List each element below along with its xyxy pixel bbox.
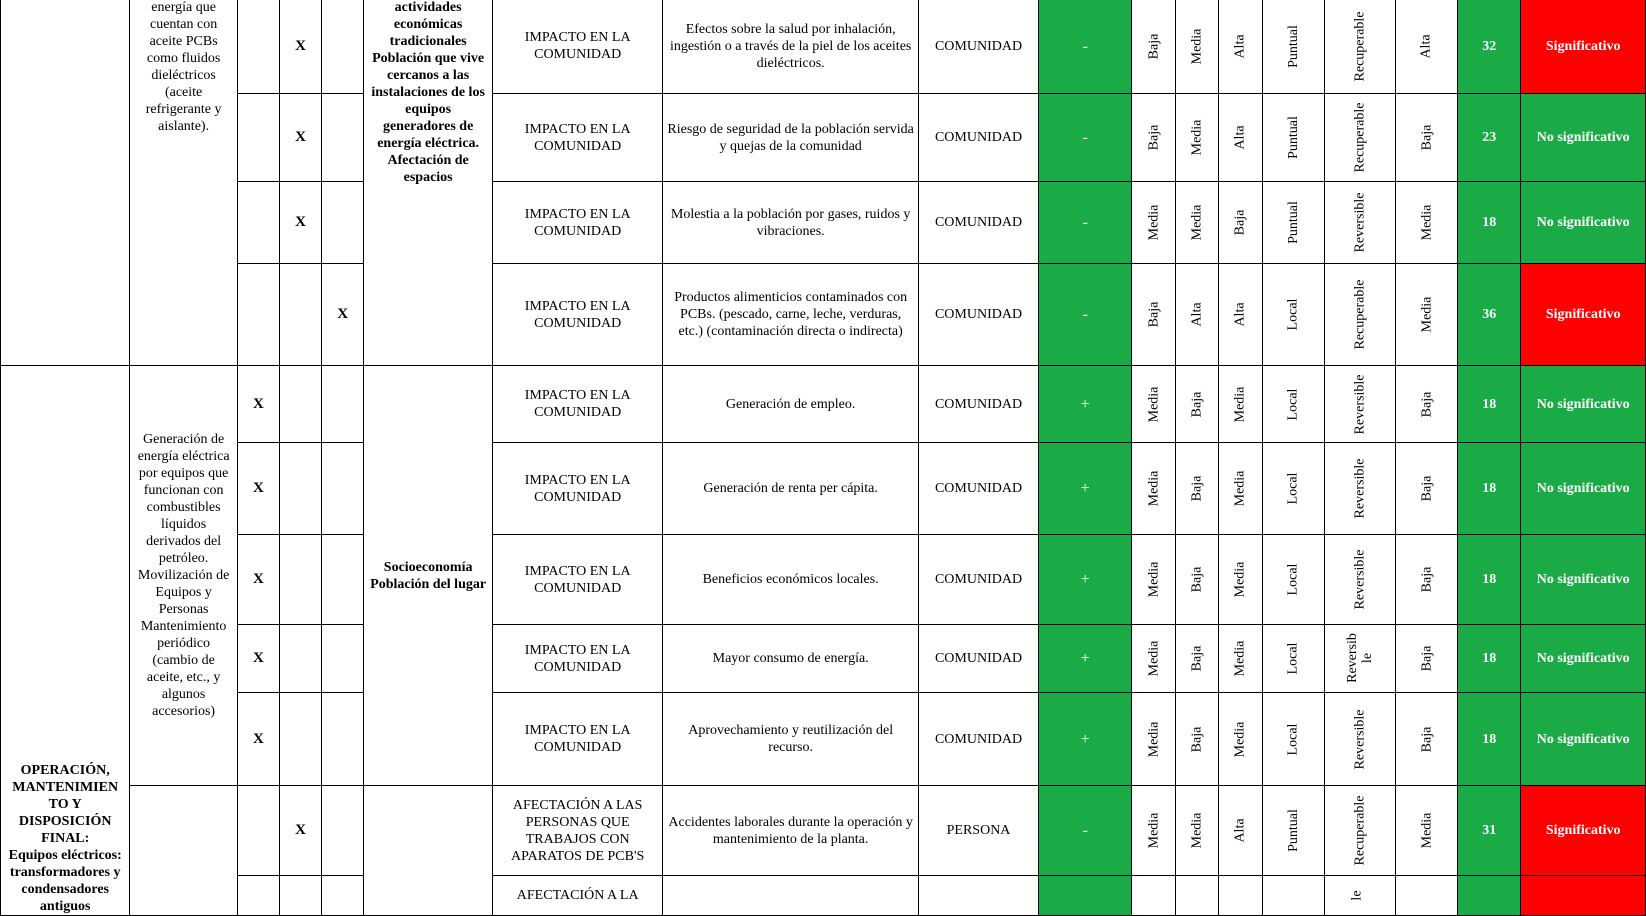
mark-cell-3	[322, 876, 364, 916]
mark-cell-1: X	[237, 366, 279, 443]
factor-cell: Socioeconomía Población del lugar	[364, 366, 493, 786]
effect-cell: Generación de empleo.	[663, 366, 919, 443]
mark-cell-3	[322, 786, 364, 876]
impact-type-cell: IMPACTO EN LA COMUNIDAD	[493, 366, 663, 443]
impact-type-cell: AFECTACIÓN A LAS PERSONAS QUE TRABAJOS CON APARATOS DE PCB'S	[493, 786, 663, 876]
criterion-value: Baja	[1146, 33, 1162, 59]
receptor-cell: COMUNIDAD	[919, 264, 1039, 366]
etapa-title: OPERACIÓN, MANTENIMIEN TO Y DISPOSICIÓN FINAL:	[12, 763, 119, 846]
factor-cell-top: actividades económicas tradicionales Población que vive cercanos a las instalaciones de los equipos generadores de energía eléctrica. Afectación de espacios	[364, 0, 493, 366]
criterion-cell-2	[1176, 264, 1219, 366]
sign-cell: +	[1039, 366, 1132, 443]
score-cell	[1457, 876, 1520, 916]
score-cell: 18	[1457, 535, 1520, 625]
criterion-value: Baja	[1189, 391, 1205, 417]
score-cell: 23	[1457, 94, 1520, 182]
score-cell: 18	[1457, 182, 1520, 264]
criterion-value: Puntual	[1285, 201, 1301, 244]
criterion-cell-5	[1324, 94, 1395, 182]
criterion-cell-6	[1395, 876, 1457, 916]
table-row	[1, 264, 1646, 366]
score-cell: 36	[1457, 264, 1520, 366]
criterion-value: Local	[1285, 563, 1301, 596]
criterion-cell-4	[1262, 264, 1324, 366]
significance-cell: No significativo	[1521, 693, 1646, 786]
criterion-value: Alta	[1232, 125, 1248, 150]
mark-cell-2	[279, 264, 321, 366]
mark-cell-2	[279, 693, 321, 786]
receptor-cell	[919, 876, 1039, 916]
criterion-cell-1	[1132, 182, 1176, 264]
table-row	[1, 94, 1646, 182]
sign-cell: -	[1039, 264, 1132, 366]
mark-cell-2	[279, 443, 321, 535]
mark-cell-1: X	[237, 625, 279, 693]
receptor-cell: COMUNIDAD	[919, 625, 1039, 693]
mark-cell-3	[322, 366, 364, 443]
impact-type-cell: IMPACTO EN LA COMUNIDAD	[493, 625, 663, 693]
criterion-value: Puntual	[1285, 116, 1301, 159]
mark-cell-2: X	[279, 94, 321, 182]
criterion-cell-5	[1324, 876, 1395, 916]
criterion-cell-3	[1218, 182, 1262, 264]
criterion-value: Baja	[1189, 475, 1205, 502]
table-row	[1, 535, 1646, 625]
criterion-cell-4	[1262, 693, 1324, 786]
criterion-cell-6	[1395, 693, 1457, 786]
table-row	[1, 786, 1646, 876]
criterion-cell-4	[1262, 625, 1324, 693]
effect-cell	[663, 876, 919, 916]
criterion-cell-3	[1218, 0, 1262, 94]
criterion-value: Media	[1146, 204, 1162, 241]
criterion-cell-2	[1176, 693, 1219, 786]
criterion-cell-2	[1176, 876, 1219, 916]
mark-cell-2	[279, 876, 321, 916]
significance-cell: No significativo	[1521, 366, 1646, 443]
criterion-cell-4	[1262, 94, 1324, 182]
criterion-cell-1	[1132, 625, 1176, 693]
criterion-value: Local	[1285, 642, 1301, 675]
criterion-cell-1	[1132, 693, 1176, 786]
impact-type-cell: IMPACTO EN LA COMUNIDAD	[493, 535, 663, 625]
criterion-value: Alta	[1189, 302, 1205, 327]
criterion-cell-2	[1176, 94, 1219, 182]
criterion-value: Baja	[1418, 475, 1434, 502]
table-row	[1, 443, 1646, 535]
criterion-value: Media	[1189, 812, 1205, 849]
criterion-value: Media	[1232, 386, 1248, 422]
receptor-cell: COMUNIDAD	[919, 94, 1039, 182]
criterion-cell-1	[1132, 94, 1176, 182]
mark-cell-1	[237, 264, 279, 366]
criterion-cell-5	[1324, 443, 1395, 535]
criterion-value: Media	[1146, 721, 1162, 757]
impact-type-cell: IMPACTO EN LA COMUNIDAD	[493, 94, 663, 182]
receptor-cell: PERSONA	[919, 786, 1039, 876]
criterion-value: Recuperable	[1352, 11, 1368, 81]
criterion-cell-6	[1395, 264, 1457, 366]
criterion-value: Media	[1146, 561, 1162, 598]
sign-cell: +	[1039, 625, 1132, 693]
impact-type-cell: IMPACTO EN LA COMUNIDAD	[493, 264, 663, 366]
criterion-value: Recuperable	[1352, 102, 1368, 173]
criterion-value: Reversible	[1352, 458, 1368, 519]
significance-cell: No significativo	[1521, 94, 1646, 182]
etapa-subtitle: Equipos eléctricos: transformadores y condensadores antiguos	[8, 848, 122, 914]
factor-cell-next	[364, 786, 493, 916]
mark-cell-1	[237, 786, 279, 876]
score-cell: 32	[1457, 0, 1520, 94]
criterion-cell-5	[1324, 535, 1395, 625]
effect-cell: Aprovechamiento y reutilización del recurso.	[663, 693, 919, 786]
mark-cell-3	[322, 693, 364, 786]
criterion-value: Media	[1232, 470, 1248, 507]
criterion-value: Media	[1146, 812, 1162, 849]
significance-cell: No significativo	[1521, 625, 1646, 693]
effect-cell: Beneficios económicos locales.	[663, 535, 919, 625]
criterion-cell-5	[1324, 182, 1395, 264]
etapa-cell-top	[1, 0, 130, 366]
sign-cell	[1039, 876, 1132, 916]
criterion-value: Reversible	[1352, 549, 1368, 610]
significance-cell: No significativo	[1521, 182, 1646, 264]
mark-cell-1	[237, 94, 279, 182]
criterion-cell-4	[1262, 0, 1324, 94]
table-row	[1, 876, 1646, 916]
criterion-cell-6	[1395, 0, 1457, 94]
criterion-cell-5	[1324, 786, 1395, 876]
mark-cell-3	[322, 443, 364, 535]
criterion-value: Baja	[1418, 645, 1434, 672]
criterion-value: Baja	[1418, 566, 1434, 593]
sign-cell: +	[1039, 535, 1132, 625]
criterion-cell-1	[1132, 876, 1176, 916]
criterion-value: Reversible	[1352, 374, 1368, 434]
significance-cell: Significativo	[1521, 786, 1646, 876]
sign-cell: -	[1039, 182, 1132, 264]
criterion-value: Local	[1285, 723, 1301, 755]
criterion-value: Media	[1418, 812, 1434, 849]
criterion-cell-5	[1324, 264, 1395, 366]
score-cell: 18	[1457, 693, 1520, 786]
mark-cell-2: X	[279, 786, 321, 876]
score-cell: 18	[1457, 366, 1520, 443]
criterion-value: le	[1349, 890, 1365, 901]
criterion-value: Media	[1146, 470, 1162, 507]
receptor-cell: COMUNIDAD	[919, 0, 1039, 94]
criterion-cell-3	[1218, 625, 1262, 693]
criterion-cell-3	[1218, 876, 1262, 916]
effect-cell: Generación de renta per cápita.	[663, 443, 919, 535]
criterion-value: Alta	[1232, 818, 1248, 843]
criterion-cell-1	[1132, 264, 1176, 366]
criterion-cell-4	[1262, 182, 1324, 264]
criterion-value: Media	[1418, 204, 1434, 241]
criterion-cell-1	[1132, 786, 1176, 876]
significance-cell: No significativo	[1521, 443, 1646, 535]
receptor-cell: COMUNIDAD	[919, 693, 1039, 786]
receptor-cell: COMUNIDAD	[919, 535, 1039, 625]
criterion-cell-2	[1176, 182, 1219, 264]
criterion-value: Local	[1285, 298, 1301, 331]
criterion-cell-4	[1262, 786, 1324, 876]
criterion-value: Baja	[1146, 124, 1162, 151]
mark-cell-3	[322, 535, 364, 625]
criterion-value: Media	[1232, 721, 1248, 757]
mark-cell-2	[279, 625, 321, 693]
criterion-cell-6	[1395, 535, 1457, 625]
criterion-value: Alta	[1418, 33, 1434, 59]
criterion-value: Media	[1189, 28, 1205, 64]
criterion-value: Recuperable	[1352, 795, 1368, 866]
mark-cell-3	[322, 625, 364, 693]
receptor-cell: COMUNIDAD	[919, 443, 1039, 535]
criterion-value: Recuperable	[1352, 279, 1368, 350]
criterion-cell-1	[1132, 0, 1176, 94]
mark-cell-2: X	[279, 0, 321, 94]
impact-type-cell: IMPACTO EN LA COMUNIDAD	[493, 693, 663, 786]
score-cell: 31	[1457, 786, 1520, 876]
criterion-value: Media	[1189, 119, 1205, 156]
effect-cell: Productos alimenticios contaminados con PCBs. (pescado, carne, leche, verduras, etc.) (contaminación directa o indirecta)	[663, 264, 919, 366]
criterion-cell-2	[1176, 0, 1219, 94]
criterion-value: Reversible	[1352, 709, 1368, 769]
criterion-value: Media	[1189, 204, 1205, 241]
significance-cell: Significativo	[1521, 0, 1646, 94]
score-cell: 18	[1457, 625, 1520, 693]
criterion-cell-3	[1218, 786, 1262, 876]
criterion-cell-1	[1132, 366, 1176, 443]
criterion-value: Local	[1285, 388, 1301, 420]
actividad-cell-next	[130, 786, 237, 916]
criterion-cell-6	[1395, 182, 1457, 264]
mark-cell-3: X	[322, 264, 364, 366]
criterion-value: Baja	[1189, 566, 1205, 593]
criterion-value: Baja	[1418, 124, 1434, 151]
effect-cell: Accidentes laborales durante la operación y mantenimiento de la planta.	[663, 786, 919, 876]
criterion-cell-2	[1176, 786, 1219, 876]
impact-type-cell: IMPACTO EN LA COMUNIDAD	[493, 0, 663, 94]
significance-cell: No significativo	[1521, 535, 1646, 625]
criterion-cell-2	[1176, 535, 1219, 625]
sign-cell: +	[1039, 443, 1132, 535]
receptor-cell: COMUNIDAD	[919, 366, 1039, 443]
receptor-cell: COMUNIDAD	[919, 182, 1039, 264]
criterion-cell-2	[1176, 625, 1219, 693]
actividad-cell-top: energía que cuentan con aceite PCBs como fluidos dieléctricos (aceite refrigerante y aislante).	[130, 0, 237, 366]
criterion-value: Puntual	[1285, 24, 1301, 68]
mark-cell-1	[237, 182, 279, 264]
criterion-value: Reversib le	[1344, 633, 1375, 683]
effect-cell: Molestia a la población por gases, ruidos y vibraciones.	[663, 182, 919, 264]
impact-type-cell: IMPACTO EN LA COMUNIDAD	[493, 443, 663, 535]
sign-cell: -	[1039, 0, 1132, 94]
criterion-cell-2	[1176, 366, 1219, 443]
criterion-value: Media	[1232, 640, 1248, 677]
criterion-value: Reversible	[1352, 192, 1368, 253]
actividad-cell: Generación de energía eléctrica por equipos que funcionan con combustibles líquidos derivados del petróleo. Movilización de Equipos y Personas Mantenimiento periódico (cambio de aceite, etc., y algunos accesorios)	[130, 366, 237, 786]
criterion-value: Baja	[1418, 726, 1434, 752]
criterion-cell-3	[1218, 443, 1262, 535]
mark-cell-3	[322, 182, 364, 264]
criterion-value: Alta	[1232, 33, 1248, 59]
mark-cell-2	[279, 366, 321, 443]
criterion-value: Alta	[1232, 302, 1248, 327]
sign-cell: -	[1039, 786, 1132, 876]
table-row	[1, 693, 1646, 786]
criterion-value: Baja	[1189, 645, 1205, 672]
table-row	[1, 182, 1646, 264]
criterion-value: Baja	[1189, 726, 1205, 752]
criterion-cell-3	[1218, 535, 1262, 625]
effect-cell: Mayor consumo de energía.	[663, 625, 919, 693]
mark-cell-3	[322, 94, 364, 182]
criterion-cell-6	[1395, 94, 1457, 182]
sign-cell: +	[1039, 693, 1132, 786]
significance-cell: Significativo	[1521, 264, 1646, 366]
criterion-cell-3	[1218, 693, 1262, 786]
criterion-cell-5	[1324, 625, 1395, 693]
mark-cell-2	[279, 535, 321, 625]
criterion-cell-5	[1324, 0, 1395, 94]
mark-cell-2: X	[279, 182, 321, 264]
criterion-cell-1	[1132, 535, 1176, 625]
effect-cell: Efectos sobre la salud por inhalación, ingestión o a través de la piel de los aceites dieléctricos.	[663, 0, 919, 94]
criterion-cell-3	[1218, 366, 1262, 443]
criterion-cell-4	[1262, 366, 1324, 443]
criterion-cell-6	[1395, 786, 1457, 876]
impact-type-cell: IMPACTO EN LA COMUNIDAD	[493, 182, 663, 264]
impact-type-cell: AFECTACIÓN A LA	[493, 876, 663, 916]
criterion-cell-4	[1262, 535, 1324, 625]
table-row	[1, 366, 1646, 443]
mark-cell-1: X	[237, 693, 279, 786]
criterion-value: Puntual	[1285, 809, 1301, 852]
criterion-cell-6	[1395, 625, 1457, 693]
mark-cell-1: X	[237, 443, 279, 535]
mark-cell-3	[322, 0, 364, 94]
criterion-value: Baja	[1232, 209, 1248, 236]
criterion-value: Media	[1146, 640, 1162, 677]
mark-cell-1	[237, 876, 279, 916]
criterion-cell-5	[1324, 693, 1395, 786]
table-row	[1, 0, 1646, 94]
criterion-cell-2	[1176, 443, 1219, 535]
criterion-cell-3	[1218, 264, 1262, 366]
significance-cell	[1521, 876, 1646, 916]
table-row	[1, 625, 1646, 693]
criterion-value: Media	[1232, 561, 1248, 598]
criterion-value: Media	[1418, 296, 1434, 333]
effect-cell: Riesgo de seguridad de la población servida y quejas de la comunidad	[663, 94, 919, 182]
etapa-cell	[1, 366, 130, 916]
criterion-cell-5	[1324, 366, 1395, 443]
criterion-value: Media	[1146, 386, 1162, 422]
criterion-cell-4	[1262, 876, 1324, 916]
criterion-cell-1	[1132, 443, 1176, 535]
mark-cell-1	[237, 0, 279, 94]
criterion-cell-6	[1395, 366, 1457, 443]
criterion-value: Baja	[1146, 301, 1162, 328]
criterion-value: Local	[1285, 472, 1301, 505]
sign-cell: -	[1039, 94, 1132, 182]
criterion-value: Baja	[1418, 391, 1434, 417]
criterion-cell-6	[1395, 443, 1457, 535]
criterion-cell-3	[1218, 94, 1262, 182]
score-cell: 18	[1457, 443, 1520, 535]
mark-cell-1: X	[237, 535, 279, 625]
criterion-cell-4	[1262, 443, 1324, 535]
